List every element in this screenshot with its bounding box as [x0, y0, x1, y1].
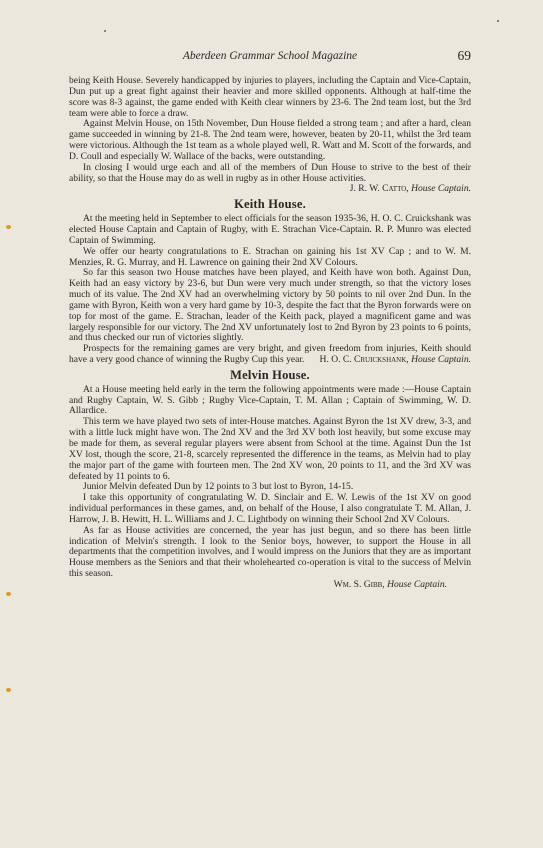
signature-name: Wm. S. Gibb, [333, 578, 385, 590]
paragraph: We offer our hearty congratulations to E. Strachan on gaining his 1st XV Cap ; and to W. M. Menzies, R. G. Murray, and H. Lawrence on gaining their 2nd XV Colours. [69, 245, 471, 268]
section-heading: Keith House. [234, 197, 306, 212]
paragraph: Junior Melvin defeated Dun by 12 points to 3 but lost to Byron, 14-15. [83, 481, 354, 493]
paragraph: As far as House activities are concerned, the year has just begun, and so there has been little indication of Melvin's strength. I look to the Senior boys, however, to support the House in all departments that the competition involves, and I would impress on the Juniors that they are as important House members as the Seniors and that their wholehearted co-operation is vital to the success of Melvin this season. [69, 524, 471, 580]
dun-house-report [69, 76, 471, 195]
binding-hole-mark [6, 225, 11, 229]
paragraph [69, 344, 471, 366]
paragraph: Against Melvin House, on 15th November, Dun House fielded a strong team ; and after a hard, clean game succeeded in winning by 21-8. The 2nd team were, however, beaten by 20-11, whilst the 3rd team were victorious. Although the 1st team as a whole played well, R. Watt and M. Scott of the forwards, and D. Coull and especially W. Wallace of the backs, were outstanding. [69, 118, 471, 162]
paragraph: So far this season two House matches have been played, and Keith have won both. Against Dun, Keith had an easy victory by 23-6, but Dun were very much under strength, so that the victory loses much of its value. The 2nd XV had an overwhelming victory by 50 points to nil over 2nd Dun. In the game with Byron, Keith won a very hard game by 10-3, despite the fact that the Byron forwards were on top for most of the game. E. Strachan, leader of the Keith pack, played a magnificent game and was largely responsible for our victory. The 2nd XV unfortunately lost to 2nd Byron by 23 points to 6 points, and thus checked our run of victories slightly. [69, 267, 471, 344]
paragraph: At the meeting held in September to elect officials for the season 1935-36, H. O. C. Cruickshank was elected House Captain and Captain of Rugby, with E. Strachan Vice-Captain. R. P. Munro was elected Captain of Swimming. [69, 213, 471, 246]
signature [320, 355, 471, 366]
paragraph: I take this opportunity of congratulating W. D. Sinclair and E. W. Lewis of the 1st XV on good individual performances in these games, and, on behalf of the House, I also congratulate T. M. Allan, J. Harrow, J. B. Hewitt, H. L. Williams and J. C. Lightbody on winning their School 2nd XV Colours. [69, 492, 471, 525]
keith-house-report [69, 199, 471, 366]
section-heading: Melvin House. [230, 367, 310, 382]
paragraph-text: Prospects for the remaining games are very bright, and given freedom from injuries, Keith should have a very good chance of winning the Rugby Cup this year. [69, 343, 471, 366]
signature [69, 580, 471, 591]
article-body [69, 76, 471, 591]
paragraph [69, 161, 471, 195]
ink-speck [497, 20, 499, 22]
paragraph-text: In closing I would urge each and all of the members of Dun House to strive to the best of their ability, so that the House may do as well in rugby as in other House activities. [69, 161, 471, 184]
paragraph: being Keith House. Severely handicapped by injuries to players, including the Captain and Vice-Captain, Dun put up a great fight against their heavier and more skilled opponents. Although at half-time the score was 8-3 against, the game ended with Keith clear winners by 23-6. The 2nd team lost, but the 3rd team were able to force a draw. [69, 75, 471, 119]
signature-name: H. O. C. Cruickshank, [319, 354, 409, 366]
signature-role: House Captain. [387, 578, 447, 590]
signature-role: House Captain. [411, 183, 471, 195]
running-header [69, 50, 471, 66]
magazine-title: Aberdeen Grammar School Magazine [182, 50, 358, 62]
signature-role: House Captain. [411, 354, 471, 366]
page-number: 69 [457, 48, 471, 63]
paragraph: At a House meeting held early in the term the following appointments were made :—House Captain and Rugby Captain, W. S. Gibb ; Rugby Vice-Captain, T. M. Allan ; Captain of Swimming, W. D. Allardice. [69, 383, 471, 417]
melvin-house-report [69, 367, 471, 591]
binding-hole-mark [6, 592, 11, 596]
paragraph: This term we have played two sets of inter-House matches. Against Byron the 1st XV drew, 3-3, and with a little luck might have won. The 2nd XV and the 3rd XV both lost heavily, but some excuse may be made for them, as several regular players were absent from School at the time. Against Dun the 1st XV lost, though the score, 21-8, scarcely represented the difference in the teams, as Melvin had to play the major part of the game with fourteen men. The 2nd XV won, 20 points to 11, and the 3rd XV was defeated by 11 points to 6. [69, 416, 471, 482]
signature [350, 184, 471, 195]
ink-speck [104, 30, 106, 32]
binding-hole-mark [6, 688, 11, 692]
signature-name: J. R. W. Catto, [349, 183, 409, 195]
